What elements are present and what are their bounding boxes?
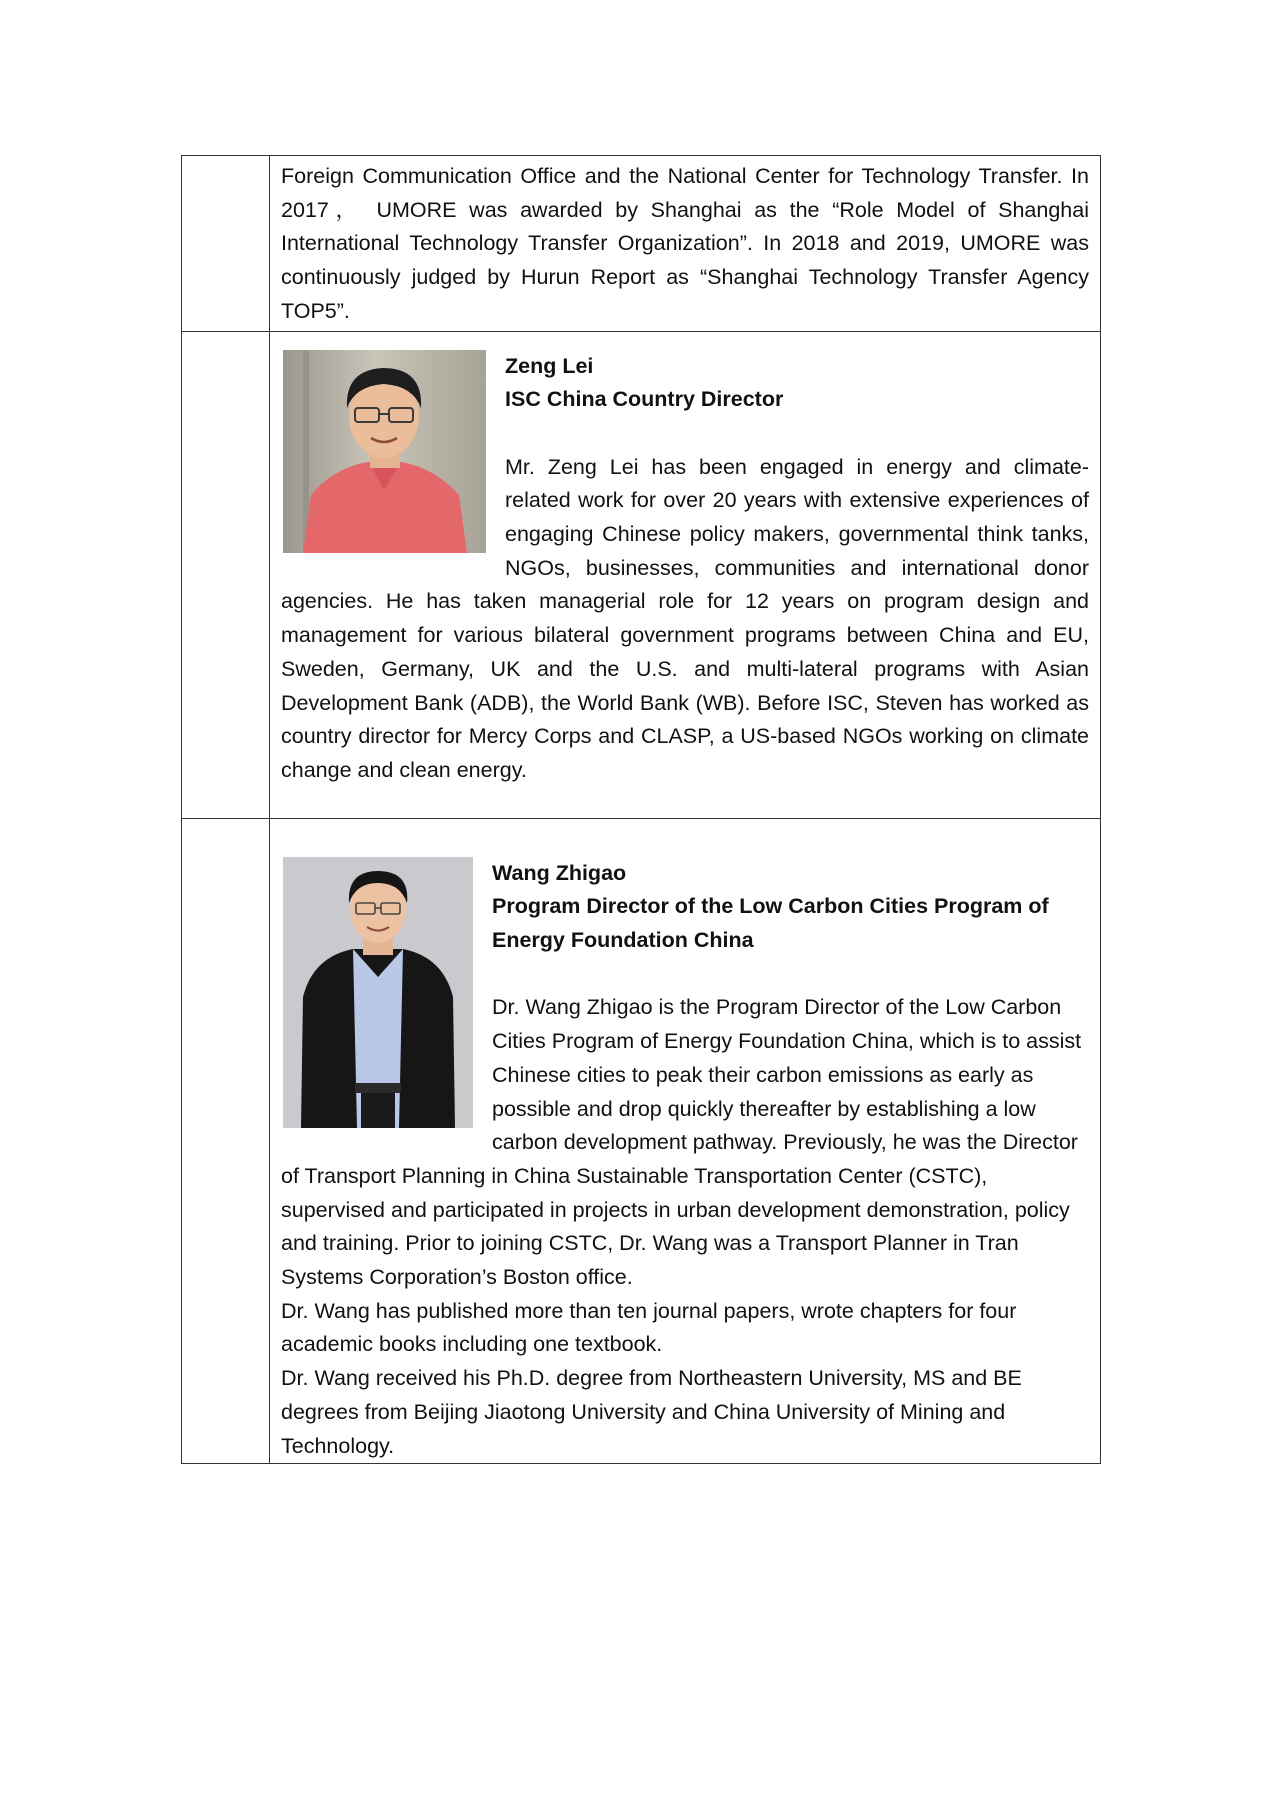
continuation-text: Foreign Communication Office and the National Center for Technology Transfer. In 2017， UMORE was awarded by Shanghai as the “Role Model of Shanghai International Technology Transfer Organization”. In 2018 and 2019, UMORE was continuously judged by Hurun Report as “Shanghai Technology Transfer Agency TOP5”. [281, 164, 1089, 323]
profile-bio-paragraph: Dr. Wang received his Ph.D. degree from Northeastern University, MS and BE degrees from Beijing Jiaotong University and China University of Mining and Technology. [281, 1366, 1022, 1458]
profile-table [181, 155, 1101, 1464]
profile-title: Program Director of the Low Carbon Cities Program of Energy Foundation China [492, 894, 1049, 953]
profile-cell [270, 818, 1101, 1464]
portrait-photo-zeng-lei [283, 350, 486, 553]
table-row-continuation [182, 156, 1101, 332]
profile-name: Zeng Lei [505, 353, 594, 378]
profile-bio-paragraph: Dr. Wang Zhigao is the Program Director of the Low Carbon Cities Program of Energy Foundation China, which is to assist Chinese cities to peak their carbon emissions as early as possible and drop quickly thereafter by establishing a low carbon development pathway. Previously, he was the Director of Transport Planning in China Sustainable Transportation Center (CSTC), supervised and participated in projects in urban development demonstration, policy and training. Prior to joining CSTC, Dr. Wang was a Transport Planner in Tran Systems Corporation’s Boston office. [281, 995, 1082, 1290]
row-label-cell [182, 156, 270, 332]
row-label-cell [182, 818, 270, 1464]
profile-bio: Mr. Zeng Lei has been engaged in energy and climate-related work for over 20 years with extensive experiences of engaging Chinese policy makers, governmental think tanks, NGOs, businesses, communities and international donor agencies. He has taken managerial role for 12 years on program design and management for various bilateral government programs between China and EU, Sweden, Germany, UK and the U.S. and multi-lateral programs with Asian Development Bank (ADB), the World Bank (WB). Before ISC, Steven has worked as country director for Mercy Corps and CLASP, a US-based NGOs working on climate change and clean energy. [281, 454, 1089, 782]
portrait-photo-wang-zhigao [283, 857, 473, 1128]
profile-title: ISC China Country Director [505, 387, 784, 412]
row-label-cell [182, 331, 270, 818]
table-row-profile-wang-zhigao [182, 818, 1101, 1464]
continuation-cell [270, 156, 1101, 332]
profile-cell [270, 331, 1101, 818]
table-row-profile-zeng-lei [182, 331, 1101, 818]
profile-name: Wang Zhigao [492, 860, 627, 885]
profile-bio-paragraph: Dr. Wang has published more than ten journal papers, wrote chapters for four academic books including one textbook. [281, 1298, 1017, 1357]
